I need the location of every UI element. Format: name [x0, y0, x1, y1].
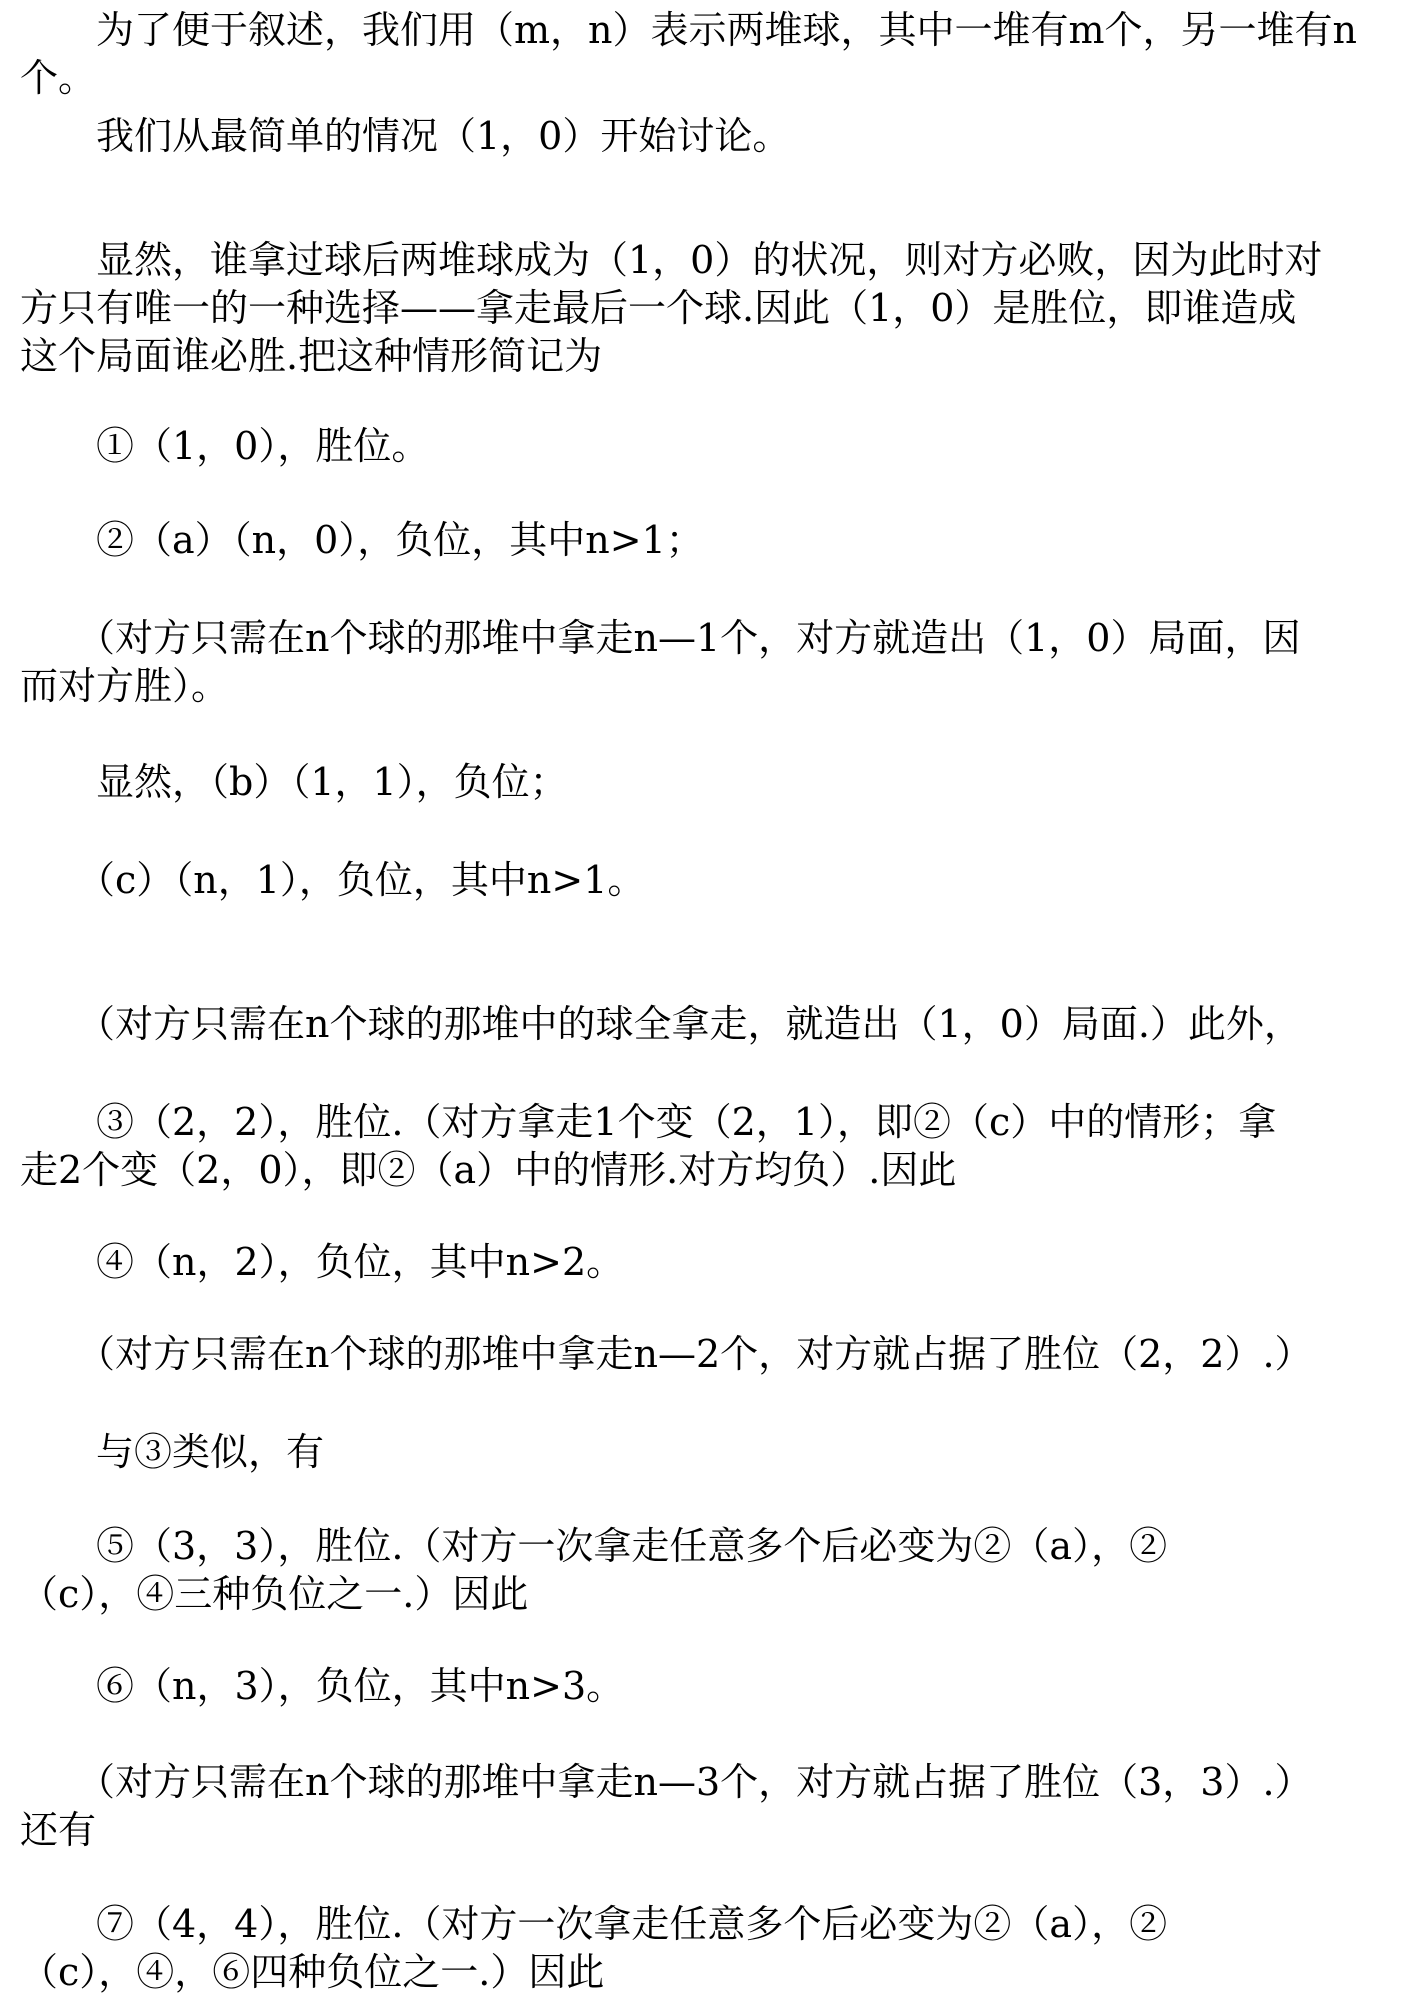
- paragraph-case-2a-explanation: [20, 614, 1406, 710]
- text-line: ②（a）（n，0），负位，其中n>1；: [20, 518, 704, 562]
- paragraph-case-7: [20, 1900, 1406, 1996]
- paragraph-case-1: [20, 422, 1406, 470]
- text-line: 而对方胜）。: [20, 664, 230, 708]
- text-line: 为了便于叙述，我们用（m，n）表示两堆球，其中一堆有m个，另一堆有n: [20, 8, 1358, 52]
- text-line: 这个局面谁必胜.把这种情形简记为: [20, 334, 603, 378]
- text-line: ⑦（4，4），胜位.（对方一次拿走任意多个后必变为②（a），②: [20, 1902, 1168, 1946]
- text-line: ⑤（3，3），胜位.（对方一次拿走任意多个后必变为②（a），②: [20, 1524, 1168, 1568]
- text-line: ⑥（n，3），负位，其中n>3。: [20, 1664, 625, 1708]
- text-line: （c），④，⑥四种负位之一.）因此: [20, 1950, 605, 1994]
- paragraph-case-4-explanation: [20, 1330, 1406, 1378]
- paragraph-obvious: [20, 236, 1406, 380]
- text-line: （对方只需在n个球的那堆中拿走n—2个，对方就占据了胜位（2，2）.）: [20, 1332, 1313, 1376]
- paragraph-case-2c-explanation: [20, 1000, 1406, 1048]
- text-line: （对方只需在n个球的那堆中拿走n—3个，对方就占据了胜位（3，3）.）: [20, 1760, 1313, 1804]
- text-line: 方只有唯一的一种选择——拿走最后一个球.因此（1，0）是胜位，即谁造成: [20, 286, 1297, 330]
- paragraph-case-3: [20, 1098, 1406, 1194]
- text-line: 我们从最简单的情况（1，0）开始讨论。: [20, 114, 791, 158]
- text-line: 与③类似，有: [20, 1430, 325, 1474]
- text-line: （对方只需在n个球的那堆中的球全拿走，就造出（1，0）局面.）此外，: [20, 1002, 1302, 1046]
- text-line: （对方只需在n个球的那堆中拿走n—1个，对方就造出（1，0）局面，因: [20, 616, 1301, 660]
- text-line: 还有: [20, 1808, 97, 1852]
- text-line: 显然，谁拿过球后两堆球成为（1，0）的状况，则对方必败，因为此时对: [20, 238, 1323, 282]
- text-line: ④（n，2），负位，其中n>2。: [20, 1240, 625, 1284]
- paragraph-case-6: [20, 1662, 1406, 1710]
- text-line: 显然，（b）（1，1），负位；: [20, 760, 568, 804]
- text-line: （c）（n，1），负位，其中n>1。: [20, 858, 646, 902]
- text-line: ③（2，2），胜位.（对方拿走1个变（2，1），即②（c）中的情形；拿: [20, 1100, 1277, 1144]
- paragraph-case-4: [20, 1238, 1406, 1286]
- paragraph-start: [20, 112, 1406, 160]
- text-line: ①（1，0），胜位。: [20, 424, 430, 468]
- paragraph-case-6-explanation: [20, 1758, 1406, 1854]
- text-line: （c），④三种负位之一.）因此: [20, 1572, 529, 1616]
- paragraph-similar: [20, 1428, 1406, 1476]
- text-line: 走2个变（2，0），即②（a）中的情形.对方均负）.因此: [20, 1148, 957, 1192]
- paragraph-case-5: [20, 1522, 1406, 1618]
- text-line: 个。: [20, 56, 97, 100]
- paragraph-case-2b: [20, 758, 1406, 806]
- paragraph-notation: [20, 6, 1406, 102]
- paragraph-case-2c: [20, 856, 1406, 904]
- paragraph-case-2a: [20, 516, 1406, 564]
